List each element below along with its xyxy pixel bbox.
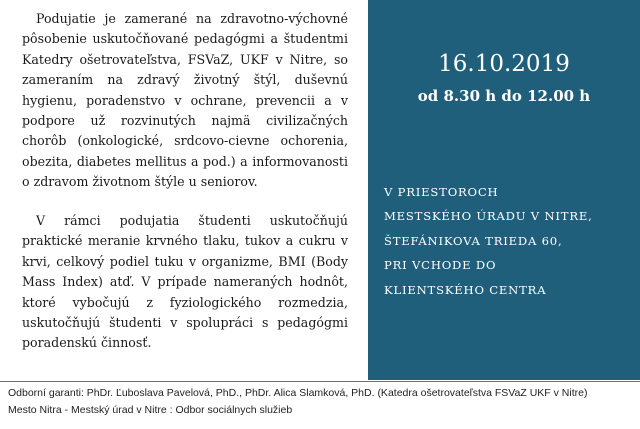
footer-guarantors: Odborní garanti: PhDr. Ľuboslava Pavelová, PhD., PhDr. Alica Slamková, PhD. (Katedra ošetrovateľstva FSVaZ UKF v Nitre) — [8, 387, 588, 399]
location-line: MESTSKÉHO ÚRADU V NITRE, — [384, 209, 593, 224]
description-paragraph-1: Podujatie je zamerané na zdravotno-výchovné pôsobenie uskutočňované pedagógmi a študentmi Katedry ošetrovateľstva, FSVaZ, UKF v Nitre, so zameraním na zdravý životný štýl, duševnú hygienu, poradenstvo v ochrane, prevencii a v podpore už rozvinutých najmä civilizačných chorôb (onkologické, srdcovo-cievne ochorenia, obezita, diabetes mellitus a pod.) a informovanosti o zdravom životnom štýle u seniorov. — [22, 11, 348, 190]
footer-organizer: Mesto Nitra - Mestský úrad v Nitre : Odbor sociálnych služieb — [8, 404, 293, 416]
event-info-panel — [368, 0, 640, 380]
event-time: od 8.30 h do 12.00 h — [417, 87, 591, 105]
location-line: V PRIESTOROCH — [384, 185, 499, 199]
location-line: ŠTEFÁNIKOVA TRIEDA 60, — [384, 233, 563, 248]
description-paragraph-2: V rámci podujatia študenti uskutočňujú praktické meranie krvného tlaku, tukov a cukru v krvi, celkový podiel tuku v organizme, BMI (Body Mass Index) atď. V prípade nameraných hodnôt, ktoré vybočujú z fyziologického rozmedzia, uskutočňujú študenti v spolupráci s pedagógmi poradenskú činnosť. — [22, 213, 348, 351]
event-location — [384, 180, 634, 302]
location-line: KLIENTSKÉHO CENTRA — [384, 282, 547, 297]
footer — [0, 380, 640, 429]
event-date: 16.10.2019 — [438, 51, 570, 77]
footer-divider — [0, 381, 640, 382]
location-line: PRI VCHODE DO — [384, 258, 497, 273]
